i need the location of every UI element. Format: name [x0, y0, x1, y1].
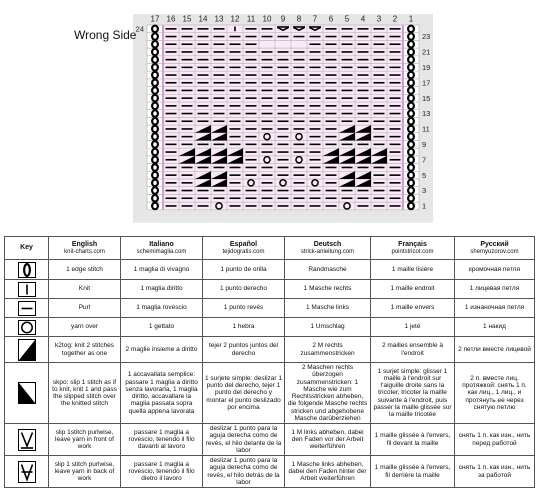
legend-text-cell: 1 maille glissée à l'envers, fil devant la maille	[371, 424, 455, 456]
column-number: 10	[262, 14, 272, 24]
column-number: 2	[392, 14, 398, 24]
legend-text-cell: 1 Umschlag	[285, 318, 371, 337]
legend-text-cell: 1 gettato	[121, 318, 203, 337]
header-language: Key	[20, 244, 33, 252]
legend-row	[5, 260, 535, 280]
legend-text-cell: 1 maille lisière	[371, 260, 455, 280]
legend-header-cell	[285, 237, 371, 260]
legend-text-cell: 1 maille envers	[371, 299, 455, 318]
header-language: Français	[398, 240, 427, 248]
legend-text-cell: 1 maglia di vivagno	[121, 260, 203, 280]
legend-text-cell: снять 1 п. как изн., нить за работой	[455, 456, 535, 488]
header-language: English	[71, 240, 98, 248]
legend-header-cell	[121, 237, 203, 260]
header-source: schemimaglia.com	[136, 248, 187, 255]
legend-text-cell: 1 Masche rechts	[285, 280, 371, 299]
row-number-right: 9	[422, 140, 427, 149]
legend-text-cell: deslizar 1 punto para la aguja derecha como de revés, el hilo delante de la labor	[203, 424, 285, 456]
legend-text-cell: 1 jeté	[371, 318, 455, 337]
column-number: 6	[328, 14, 334, 24]
column-number: 8	[296, 14, 302, 24]
header-source: pointstricot.com	[391, 248, 434, 255]
legend-key-cell	[5, 280, 49, 299]
legend-table	[4, 236, 535, 488]
legend-text-cell: 1 изнаночная петля	[455, 299, 535, 318]
legend-text-cell: 1 punto de orilla	[203, 260, 285, 280]
legend-text-cell: passare 1 maglia a rovescio, tenendo il filo davanti al lavoro	[121, 424, 203, 456]
legend-text-cell: 1 maille glissée à l'envers, fil derrière la maille	[371, 456, 455, 488]
column-number: 4	[360, 14, 366, 24]
legend-text-cell: 1 maglia diritto	[121, 280, 203, 299]
row-number-right: 1	[422, 201, 427, 211]
legend-header-cell	[5, 237, 49, 260]
legend-key-cell	[5, 337, 49, 363]
knitting-chart	[0, 0, 540, 226]
legend-text-cell: Knit	[49, 280, 121, 299]
legend-text-cell: 1 punto revés	[203, 299, 285, 318]
legend-row	[5, 318, 535, 337]
legend-row	[5, 424, 535, 456]
row-number-right: 5	[422, 170, 427, 180]
legend-header-cell	[203, 237, 285, 260]
legend-header-cell	[49, 237, 121, 260]
column-number: 1	[408, 14, 414, 24]
legend-text-cell: 1 maglia rovescio	[121, 299, 203, 318]
row-number-right: 21	[422, 47, 431, 57]
knit-icon	[18, 282, 36, 297]
legend-text-cell: 2 mailles ensemble à l'endroit	[371, 337, 455, 363]
legend-key-cell	[5, 260, 49, 280]
purl-icon	[18, 301, 36, 316]
legend-text-cell: 1 Masche links abheben, dabei den Faden hinter der Arbeit weiterführen	[285, 456, 371, 488]
column-number: 16	[166, 14, 176, 24]
header-language: Русский	[480, 240, 509, 248]
edge-stitch-icon	[18, 262, 36, 278]
column-number: 3	[376, 14, 382, 24]
column-number: 17	[150, 14, 160, 24]
legend-text-cell: 1 накид	[455, 318, 535, 337]
legend-text-cell: 1 punto derecho	[203, 280, 285, 299]
legend-key-cell	[5, 363, 49, 424]
legend-key-cell	[5, 299, 49, 318]
row-number-right: 3	[422, 186, 427, 196]
yarn-over-icon	[18, 320, 36, 335]
legend-text-cell: 1 лицевая петля	[455, 280, 535, 299]
row-number-right: 17	[422, 78, 431, 88]
legend-text-cell: 1 maille endroit	[371, 280, 455, 299]
chart-title: Wrong Side	[74, 28, 137, 42]
column-number: 5	[344, 14, 350, 24]
header-source: strick-anleitung.com	[300, 248, 355, 255]
legend-text-cell: 2 п. вместе лиц. протяжкой: снять 1 п. как лиц., 1 лиц., и протянуть ее через снятую петлю	[455, 363, 535, 424]
legend-text-cell: 1 M links abheben, dabei den Faden vor der Arbeit weiterführen	[285, 424, 371, 456]
legend-row	[5, 280, 535, 299]
column-number: 15	[182, 14, 192, 24]
row-number-right: 13	[422, 109, 431, 119]
row-number-left: 24	[135, 24, 144, 34]
legend-text-cell: 1 hebra	[203, 318, 285, 337]
legend-text-cell: deslizar 1 punto para la aguja derecha como de revés, el hilo detrás de la labor	[203, 456, 285, 488]
row-number-right: 19	[422, 63, 431, 72]
header-source: shemyuzorov.com	[470, 248, 519, 255]
column-number: 7	[312, 14, 318, 24]
legend-text-cell: Randmasche	[285, 260, 371, 280]
legend-text-cell: 1 accavallata semplice: passare 1 maglia a diritto senza lavorarla, 1 maglia diritto, accavallare la maglia passata sopra quella appena lavorata	[121, 363, 203, 424]
header-language: Italiano	[149, 240, 174, 248]
legend-text-cell: снять 1 п. как изн., нить перед работой	[455, 424, 535, 456]
legend-text-cell: slip 1stitch purlwise, leave yarn in front of work	[49, 424, 121, 456]
column-number: 12	[230, 14, 240, 24]
legend-row	[5, 299, 535, 318]
legend-text-cell: skpo: slip 1 stitch as if to knit, knit 1 and pass the slipped stitch over the knitted stitch	[49, 363, 121, 424]
legend-text-cell: 2 maglie insieme a diritto	[121, 337, 203, 363]
legend-text-cell: passare 1 maglia a rovescio, tenendo il filo dietro il lavoro	[121, 456, 203, 488]
row-number-right: 7	[422, 155, 427, 165]
legend-text-cell: 2 петли вместе лицевой	[455, 337, 535, 363]
skpo-icon	[18, 382, 36, 404]
legend-text-cell: 1 Masche links	[285, 299, 371, 318]
legend-row	[5, 337, 535, 363]
legend-text-cell: 2 Maschen rechts überzogen zusammenstricken: 1 Masche wie zum Rechtsstricken abheben, die folgende Masche rechts stricken und abgehobene Masche darüberziehen	[285, 363, 371, 424]
header-source: tejidogratis.com	[222, 248, 265, 255]
legend-text-cell: 1 edge stitch	[49, 260, 121, 280]
legend-row	[5, 456, 535, 488]
legend-text-cell: tejer 2 puntos juntos del derecho	[203, 337, 285, 363]
header-source: knit-charts.com	[64, 248, 105, 255]
row-number-right: 11	[422, 124, 430, 134]
legend-text-cell: 2 M rechts zusammenstricken	[285, 337, 371, 363]
slip-front-icon	[18, 429, 36, 451]
row-number-right: 15	[422, 93, 431, 103]
legend-header-cell	[455, 237, 535, 260]
legend-text-cell: 1 surjet simple: glisser 1 maille à l'endroit sur l'aiguille droite sans la tricoter, tricoter la maille suivante à l'endroit, puis passer la maille glissée sur la maille tricotée	[371, 363, 455, 424]
legend-key-cell	[5, 424, 49, 456]
header-language: Español	[229, 240, 258, 248]
legend-text-cell: Purl	[49, 299, 121, 318]
column-number: 13	[214, 14, 224, 24]
slip-back-icon	[18, 461, 36, 483]
legend-text-cell: k2tog: knit 2 stitches together as one	[49, 337, 121, 363]
legend-text-cell: yarn over	[49, 318, 121, 337]
legend-key-cell	[5, 456, 49, 488]
column-number: 11	[246, 14, 256, 24]
header-language: Deutsch	[313, 240, 342, 248]
column-number: 14	[198, 14, 208, 24]
legend-key-cell	[5, 318, 49, 337]
row-number-right: 23	[422, 32, 431, 42]
legend-header-row	[5, 237, 535, 260]
legend-text-cell: кромочная петля	[455, 260, 535, 280]
column-number: 9	[280, 14, 286, 24]
legend-text-cell: 1 surjete simple: deslizar 1 punto del derecho, tejer 1 punto del derecho y montar el punto deslizado por encima	[203, 363, 285, 424]
legend-row	[5, 363, 535, 424]
k2tog-icon	[18, 339, 36, 361]
legend-text-cell: slip 1 stitch purlwise, leave yarn in back of work	[49, 456, 121, 488]
legend-header-cell	[371, 237, 455, 260]
